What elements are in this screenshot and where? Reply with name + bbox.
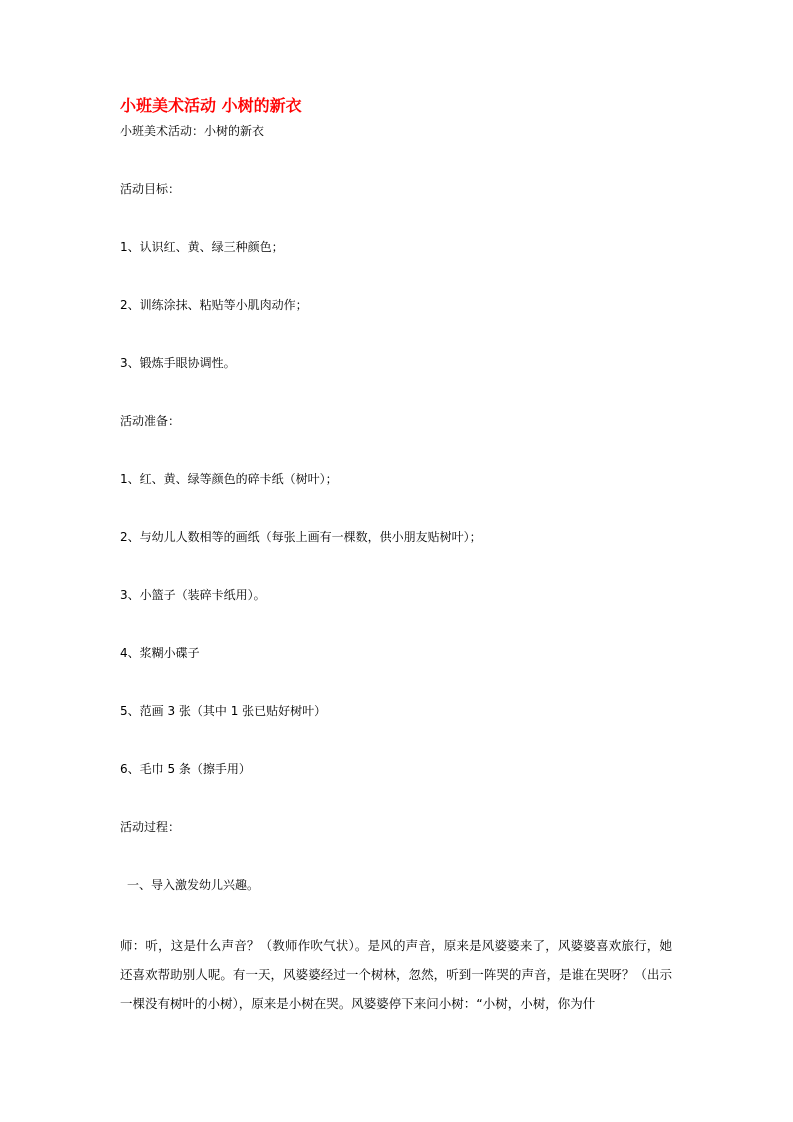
goal-item: 1、认识红、黄、绿三种颜色；	[120, 240, 284, 254]
prep-item: 6、毛巾 5 条（擦手用）	[120, 762, 251, 776]
prep-heading: 活动准备：	[120, 414, 181, 428]
prep-item: 3、小篮子（装碎卡纸用）。	[120, 588, 266, 602]
prep-item: 4、浆糊小碟子	[120, 646, 200, 660]
document-subtitle: 小班美术活动：小树的新衣	[120, 124, 265, 138]
process-heading: 活动过程：	[120, 820, 181, 834]
goal-item: 3、锻炼手眼协调性。	[120, 356, 236, 370]
prep-item: 2、与幼儿人数相等的画纸（每张上画有一棵数，供小朋友贴树叶）；	[120, 530, 482, 544]
document-title: 小班美术活动 小树的新衣	[120, 96, 302, 115]
prep-item: 1、红、黄、绿等颜色的碎卡纸（树叶）；	[120, 472, 338, 486]
story-paragraph: 师：听，这是什么声音？（教师作吹气状）。是风的声音，原来是风婆婆来了，风婆婆喜欢旅行，她还喜欢帮助别人呢。有一天，风婆婆经过一个树林，忽然，听到一阵哭的声音，是谁在哭呀？（出示一棵没有树叶的小树），原来是小树在哭。风婆婆停下来问小树：“小树，小树，你为什	[120, 938, 672, 1011]
process-step: 一、导入激发幼儿兴趣。	[127, 878, 260, 892]
goals-heading: 活动目标：	[120, 182, 181, 196]
prep-item: 5、范画 3 张（其中 1 张已贴好树叶）	[120, 704, 327, 718]
goal-item: 2、训练涂抹、粘贴等小肌肉动作；	[120, 298, 308, 312]
